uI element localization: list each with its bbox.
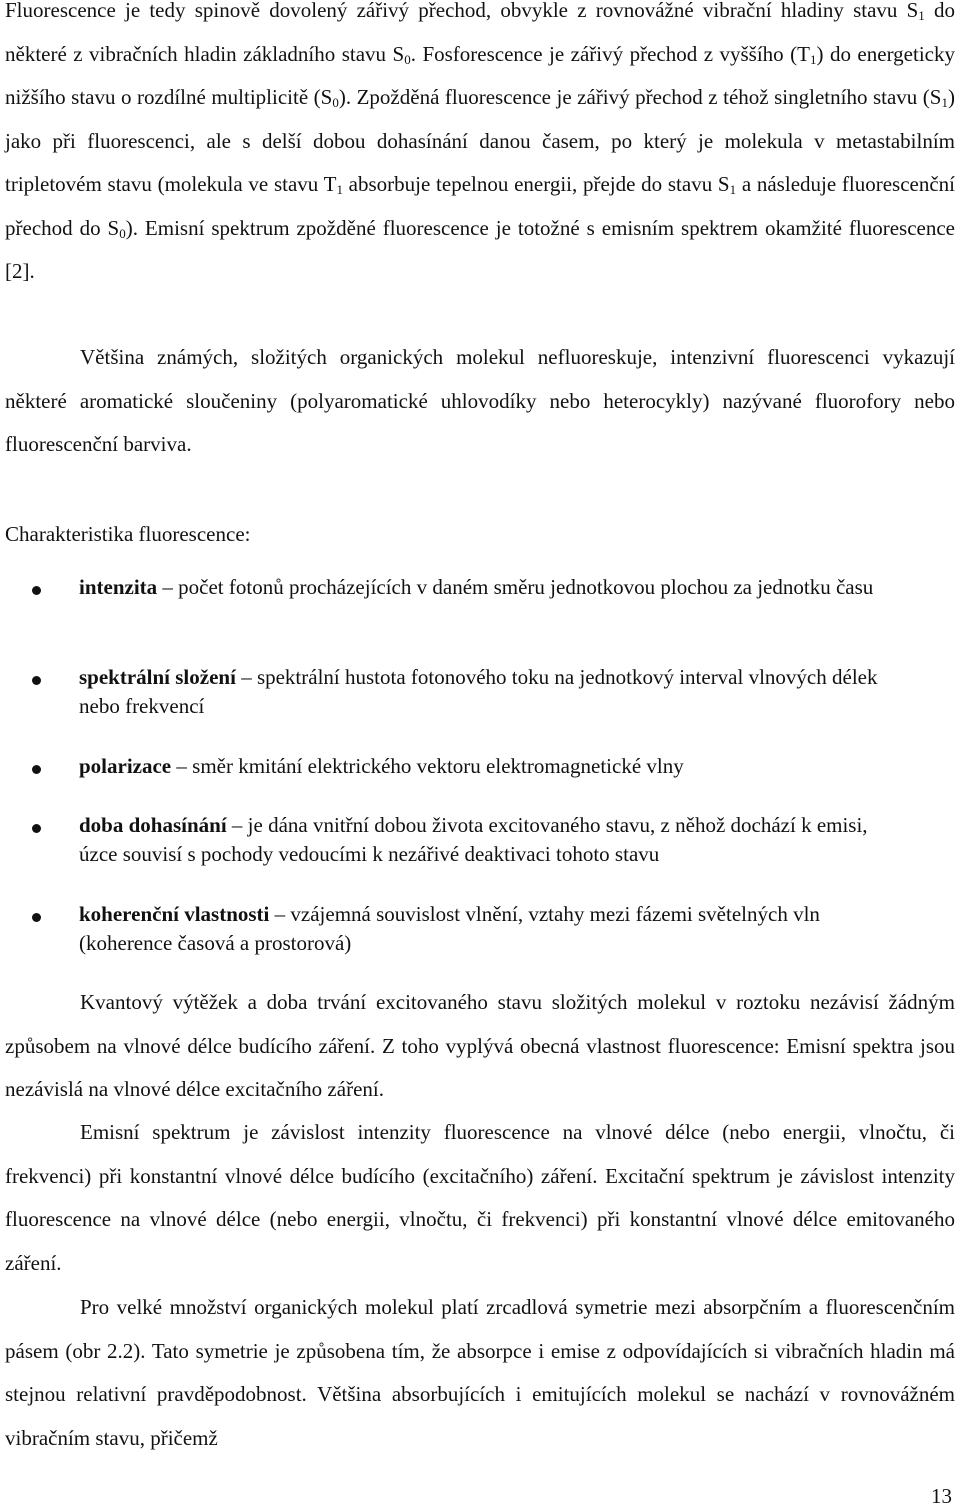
page-number: 13 (931, 1484, 952, 1508)
bullet-icon (32, 765, 41, 774)
definition: – spektrální hustota fotonového toku na jednotkový interval vlnových délek nebo frekvencí (79, 665, 878, 718)
list-item (0, 573, 960, 663)
list-item-text (79, 663, 909, 721)
text-run: . Fosforescence je zářivý přechod z vyššího (T (410, 41, 810, 66)
paragraph-fluorescence-definition (5, 0, 955, 294)
definition: – počet fotonů procházejících v daném směru jednotkovou plochou za jednotku času (157, 575, 874, 599)
bullet-icon (32, 913, 41, 922)
list-item-text (79, 900, 909, 958)
subscript: 1 (729, 182, 737, 197)
characteristics-list (0, 573, 960, 989)
term: spektrální složení (79, 665, 236, 689)
list-item (0, 752, 960, 811)
list-item (0, 811, 960, 900)
term: koherenční vlastnosti (79, 902, 270, 926)
text-run: ) do energeticky nižšího stavu o rozdílné multiplicitě (S (5, 41, 955, 109)
list-item-text (79, 573, 909, 602)
list-item (0, 663, 960, 752)
subscript: 0 (119, 225, 126, 241)
list-item-text (79, 811, 909, 869)
subscript: 0 (404, 51, 411, 67)
text-run: absorbuje tepelnou energii, přejde do stavu S (342, 172, 730, 196)
text-run: a následuje fluorescenční přechod do S (5, 172, 955, 240)
paragraph-quantum-yield: Kvantový výtěžek a doba trvání excitovaného stavu složitých molekul v roztoku nezávisí žádným způsobem na vlnové délce budícího záření. Z toho vyplývá obecná vlastnost fluorescence: Emisní spektra jsou nezávislá na vlnové délce excitačního záření. (5, 990, 955, 1101)
definition: – směr kmitání elektrického vektoru elektromagnetické vlny (171, 754, 684, 778)
list-item-text (79, 752, 909, 781)
subscript: 1 (941, 95, 948, 110)
paragraph-emission-excitation-spectrum: Emisní spektrum je závislost intenzity fluorescence na vlnové délce (nebo energii, vlnočtu, či frekvenci) při konstantní vlnové délce budícího (excitačního) záření. Excitační spektrum je závislost intenzity fluorescence na vlnové délce (nebo energii, vlnočtu, či frekvenci) při konstantní vlnové délce emitovaného záření. (5, 1120, 955, 1275)
term: intenzita (79, 575, 158, 599)
definition: – je dána vnitřní dobou života excitovaného stavu, z něhož dochází k emisi, úzce souvisí s pochody vedoucími k nezářivé deaktivaci tohoto stavu (79, 813, 868, 866)
paragraph-fluorophores: Většina známých, složitých organických molekul nefluoreskuje, intenzivní fluorescenci vykazují některé aromatické sloučeniny (polyaromatické uhlovodíky nebo heterocykly) nazývané fluorofory nebo fluorescenční barviva. (5, 345, 955, 456)
text-run: ) jako při fluorescenci, ale s delší dobou dohasínání danou časem, po který je molekula v metastabilním tripletovém stavu (molekula ve stavu T (5, 85, 955, 196)
term: doba dohasínání (79, 813, 227, 837)
text-run: do některé z vibračních hladin základního stavu S (5, 0, 955, 66)
text-run: ). Zpožděná fluorescence je zářivý přechod z téhož singletního stavu (S (338, 85, 942, 109)
bullet-icon (32, 586, 41, 595)
text-run: ). Emisní spektrum zpožděné fluorescence je totožné s emisním spektrem okamžité fluorescence [2]. (5, 215, 955, 283)
subscript: 0 (332, 95, 339, 110)
section-heading: Charakteristika fluorescence: (5, 522, 251, 546)
subscript: 1 (809, 51, 817, 67)
term: polarizace (79, 754, 172, 778)
paragraph-mirror-symmetry: Pro velké množství organických molekul platí zrcadlová symetrie mezi absorpčním a fluorescenčním pásem (obr 2.2). Tato symetrie je způsobena tím, že absorpce i emise z odpovídajících si vibračních hladin má stejnou relativní pravděpodobnost. Většina absorbujících i emitujících molekul se nachází v rovnovážném vibračním stavu, přičemž (5, 1295, 955, 1450)
bullet-icon (32, 676, 41, 685)
bullet-icon (32, 824, 41, 833)
list-item (0, 900, 960, 989)
definition: – vzájemná souvislost vlnění, vztahy mezi fázemi světelných vln (koherence časová a prostorová) (79, 902, 820, 955)
subscript: 1 (918, 8, 925, 23)
subscript: 1 (336, 182, 343, 197)
text-run: Fluorescence je tedy spinově dovolený zářivý přechod, obvykle z rovnovážné vibrační hladiny stavu S (5, 0, 919, 22)
